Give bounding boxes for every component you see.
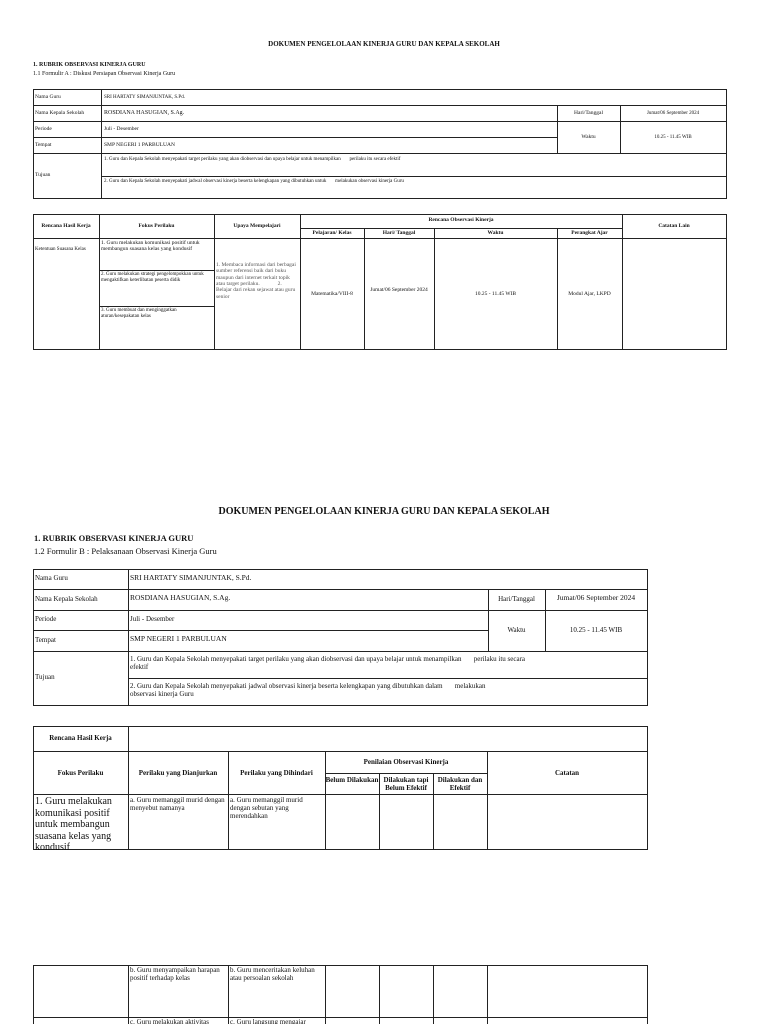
- page2-subsection-heading: 1.2 Formulir B : Pelaksanaan Observasi Kinerja Guru: [34, 546, 217, 556]
- value-periode: Juli - Desember: [104, 126, 139, 132]
- cell-hari: Jumat/06 September 2024: [370, 287, 428, 293]
- header-perilaku-dianjurkan: Perilaku yang Dianjurkan: [138, 769, 218, 777]
- label-tempat-2: Tempat: [35, 636, 56, 644]
- header-fokus-perilaku-2: Fokus Perilaku: [57, 769, 104, 777]
- value-kepala-sekolah: ROSDIANA HASUGIAN, S.Ag.: [104, 110, 185, 116]
- value-nama-guru: SRI HARTATY SIMANJUNTAK, S.Pd.: [104, 95, 185, 100]
- header-rencana-hasil-kerja-2: Rencana Hasil Kerja: [49, 734, 112, 742]
- header-waktu: Waktu: [487, 230, 504, 236]
- cell-fokus-2: 2. Guru melakukan strategi pengelompokkan untuk mengaktifkan keterlibatan peserta didik: [101, 272, 204, 283]
- header-perangkat-ajar: Perangkat Ajar: [571, 230, 608, 236]
- header-penilaian-observasi: Penilaian Observasi Kinerja: [363, 758, 449, 766]
- value-tujuan-2: 2. Guru dan Kepala Sekolah menyepakati jadwal observasi kinerja beserta kelengkapan yang dibutuhkan untuk melakukan observasi kinerja Guru: [104, 179, 404, 184]
- cell-fokus-1: 1. Guru melakukan komunikasi positif untuk membangun suasana kelas yang kondusif: [101, 240, 200, 253]
- page2-title: DOKUMEN PENGELOLAAN KINERJA GURU DAN KEPALA SEKOLAH: [218, 506, 550, 517]
- label-periode-2: Periode: [35, 615, 57, 623]
- label-nama-guru: Nama Guru: [35, 94, 61, 100]
- label-kepala-sekolah-2: Nama Kepala Sekolah: [35, 595, 98, 603]
- value-waktu-2: 10.25 - 11.45 WIB: [569, 626, 623, 634]
- value-tujuan-1: 1. Guru dan Kepala Sekolah menyepakati target perilaku yang akan diobservasi dan upaya belajar untuk menampilkan perilaku itu secara efektif: [104, 157, 401, 162]
- header-rencana-observasi: Rencana Observasi Kinerja: [428, 217, 494, 223]
- header-belum-dilakukan: Belum Dilakukan: [325, 776, 379, 784]
- value-hari-tanggal-2: Jumat/06 September 2024: [556, 593, 636, 602]
- cell-fokus-3: 3. Guru membuat dan menginggatkan aturan/kesepakatan kelas: [101, 308, 177, 319]
- cell-dihindari-c: c. Guru langsung mengajar: [230, 1018, 306, 1024]
- page1-subsection-heading: 1.1 Formulir A : Diskusi Persiapan Observasi Kinerja Guru: [33, 71, 176, 77]
- label-hari-tanggal: Hari/Tanggal: [574, 110, 603, 116]
- header-hari-tanggal: Hari/ Tanggal: [382, 230, 416, 236]
- value-tempat-2: SMP NEGERI 1 PARBULUAN: [130, 634, 227, 643]
- label-waktu: Waktu: [581, 134, 596, 140]
- header-upaya-mempelajari: Upaya Mempelajari: [233, 223, 281, 229]
- cell-dianjurkan-b: b. Guru menyampaikan harapan positif terhadap kelas: [130, 966, 220, 983]
- page2-section-heading: 1. RUBRIK OBSERVASI KINERJA GURU: [34, 533, 194, 543]
- label-hari-tanggal-2: Hari/Tanggal: [498, 595, 535, 603]
- cell-upaya: 1. Membaca informasi dari berbagai sumber referensi baik dari buku maupun dari internet terkait topik atau target perilaku. 2. Belajar dari rekan sejawat atau guru senior: [216, 262, 296, 300]
- value-kepala-sekolah-2: ROSDIANA HASUGIAN, S.Ag.: [130, 593, 231, 602]
- value-periode-2: Juli - Desember: [130, 615, 175, 623]
- value-tujuan-1-2: 1. Guru dan Kepala Sekolah menyepakati target perilaku yang akan diobservasi dan upaya belajar untuk menampilkan perilaku itu secara efektif: [130, 655, 526, 672]
- cell-perangkat: Modul Ajar, LKPD: [568, 291, 611, 297]
- value-tempat: SMP NEGERI 1 PARBULUAN: [104, 142, 175, 148]
- header-rencana-hasil-kerja: Rencana Hasil Kerja: [41, 223, 91, 229]
- label-kepala-sekolah: Nama Kepala Sekolah: [35, 110, 85, 116]
- header-fokus-perilaku: Fokus Perilaku: [138, 223, 175, 229]
- value-waktu: 10.25 - 11.45 WIB: [654, 135, 692, 140]
- header-pelajaran-kelas: Pelajaran/ Kelas: [312, 230, 352, 236]
- label-tujuan: Tujuan: [35, 172, 51, 178]
- label-nama-guru-2: Nama Guru: [35, 574, 68, 582]
- cell-dianjurkan-a: a. Guru memanggil murid dengan menyebut namanya: [130, 796, 225, 813]
- value-hari-tanggal: Jumat/06 September 2024: [646, 111, 700, 116]
- cell-dianjurkan-c: c. Guru melakukan aktivitas: [130, 1018, 209, 1024]
- cell-waktu: 10.25 - 11.45 WIB: [474, 291, 517, 297]
- header-dilakukan-belum-efektif: Dilakukan tapi Belum Efektif: [383, 776, 429, 793]
- header-catatan-lain: Catatan Lain: [658, 223, 690, 229]
- cell-rencana: Ketentuan Suasana Kelas: [35, 247, 86, 252]
- page1-section-heading: 1. RUBRIK OBSERVASI KINERJA GURU: [33, 62, 146, 68]
- value-nama-guru-2: SRI HARTATY SIMANJUNTAK, S.Pd.: [130, 573, 252, 582]
- cell-pelajaran: Matematika/VIII-8: [311, 291, 353, 297]
- label-tempat: Tempat: [35, 142, 52, 148]
- label-waktu-2: Waktu: [507, 626, 526, 634]
- header-perilaku-dihindari: Perilaku yang Dihindari: [240, 769, 313, 777]
- header-catatan: Catatan: [554, 769, 580, 777]
- header-dilakukan-efektif: Dilakukan dan Efektif: [437, 776, 483, 793]
- page1-title: DOKUMEN PENGELOLAAN KINERJA GURU DAN KEPALA SEKOLAH: [268, 40, 500, 48]
- cell-fokus-1-2: 1. Guru melakukan komunikasi positif untuk membangun suasana kelas yang kondusif: [35, 796, 112, 853]
- label-periode: Periode: [35, 126, 52, 132]
- label-tujuan-2: Tujuan: [35, 673, 55, 681]
- cell-dihindari-b: b. Guru menceritakan keluhan atau persoalan sekolah: [230, 966, 315, 983]
- value-tujuan-2-2: 2. Guru dan Kepala Sekolah menyepakati jadwal observasi kinerja beserta kelengkapan yang dibutuhkan dalam melakukan observasi kinerja Guru: [130, 682, 486, 699]
- cell-dihindari-a: a. Guru memanggil murid dengan sebutan yang merendahkan: [230, 796, 303, 821]
